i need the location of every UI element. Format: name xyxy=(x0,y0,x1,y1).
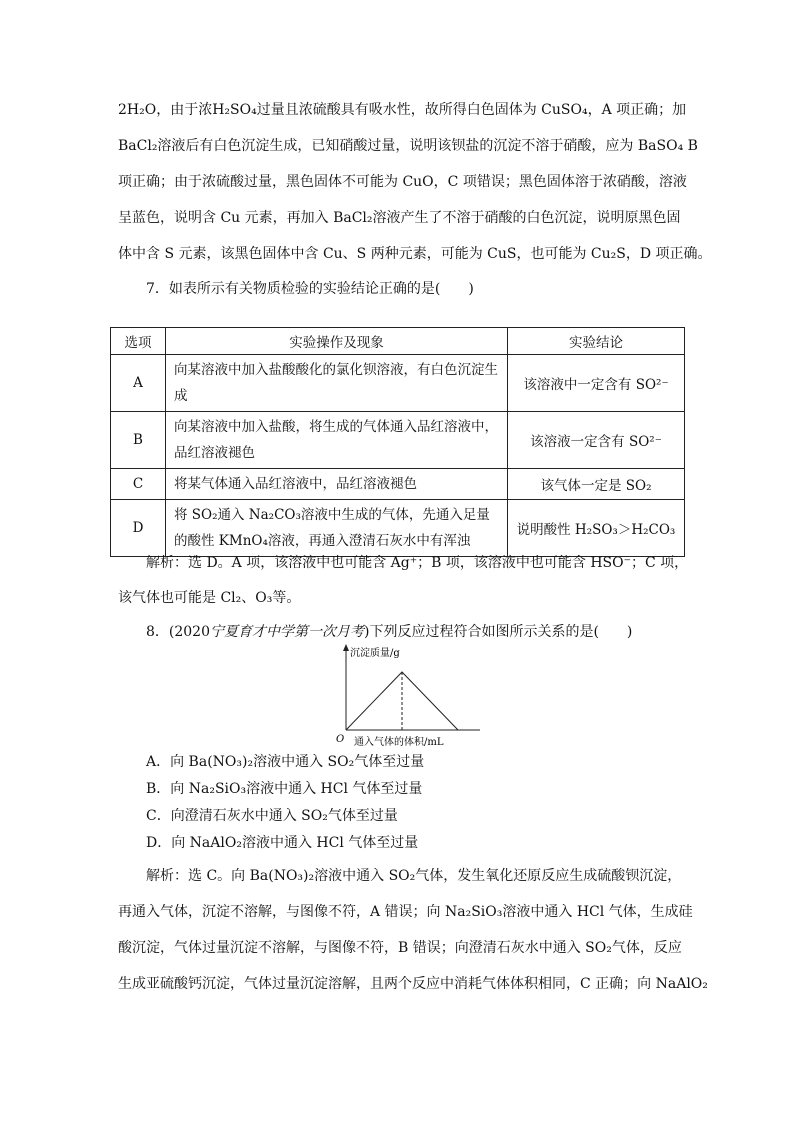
table-cell-option: D xyxy=(111,500,166,557)
series-line xyxy=(346,672,458,730)
table-cell-operation: 将 SO₂通入 Na₂CO₃溶液中生成的气体，先通入足量的酸性 KMnO₄溶液，再通入澄清石灰水中有浑浊 xyxy=(166,500,508,557)
table-cell-option: C xyxy=(111,469,166,500)
table-cell-conclusion: 该溶液中一定含有 SO²⁻ xyxy=(508,355,685,412)
table-cell-option: B xyxy=(111,412,166,469)
paragraph-line: 项正确；由于浓硫酸过量，黑色固体不可能为 CuO，C 项错误；黑色固体溶于浓硝酸，溶液 xyxy=(118,174,687,190)
table-cell-conclusion: 说明酸性 H₂SO₃＞H₂CO₃ xyxy=(508,500,685,557)
table-row xyxy=(111,500,685,557)
paragraph-line: 呈蓝色，说明含 Cu 元素，再加入 BaCl₂溶液产生了不溶于硝酸的白色沉淀，说明原黑色固 xyxy=(118,210,681,226)
option-d: D．向 NaAlO₂溶液中通入 HCl 气体至过量 xyxy=(146,835,419,851)
question-8-analysis-line: 生成亚硫酸钙沉淀，气体过量沉淀溶解，且两个反应中消耗气体体积相同，C 正确；向 NaAlO₂ xyxy=(118,976,708,992)
paragraph-line: 体中含 S 元素，该黑色固体中含 Cu、S 两种元素，可能为 CuS，也可能为 Cu₂S，D 项正确。 xyxy=(118,246,712,262)
table-cell-operation: 向某溶液中加入盐酸，将生成的气体通入品红溶液中，品红溶液褪色 xyxy=(166,412,508,469)
option-c: C．向澄清石灰水中通入 SO₂气体至过量 xyxy=(146,808,398,824)
question-7-table xyxy=(110,327,685,557)
question-7-stem: 7．如表所示有关物质检验的实验结论正确的是( ) xyxy=(146,281,474,297)
stem-suffix: )下列反应过程符合如图所示关系的是( ) xyxy=(364,624,633,640)
table-header: 实验操作及现象 xyxy=(166,328,508,355)
table-row xyxy=(111,469,685,500)
question-8-analysis-line: 酸沉淀，气体过量沉淀不溶解，与图像不符，B 错误；向澄清石灰水中通入 SO₂气体，反应 xyxy=(118,940,682,956)
table-header: 选项 xyxy=(111,328,166,355)
table-cell-conclusion: 该气体一定是 SO₂ xyxy=(508,469,685,500)
question-8-graph xyxy=(330,642,490,750)
option-a: A．向 Ba(NO₃)₂溶液中通入 SO₂气体至过量 xyxy=(146,754,425,770)
table-header-row xyxy=(111,328,685,355)
question-8-analysis-line: 解析：选 C。向 Ba(NO₃)₂溶液中通入 SO₂气体，发生氧化还原反应生成硫酸钡沉淀， xyxy=(146,868,682,884)
y-axis-label: 沉淀质量/g xyxy=(350,648,400,659)
question-8-stem xyxy=(146,622,632,642)
table-cell-operation: 向某溶液中加入盐酸酸化的氯化钡溶液，有白色沉淀生成 xyxy=(166,355,508,412)
question-7-analysis-line: 该气体也可能是 Cl₂、O₃等。 xyxy=(118,590,301,606)
stem-source: 宁夏育才中学第一次月考 xyxy=(210,624,364,640)
table-cell-operation: 将某气体通入品红溶液中，品红溶液褪色 xyxy=(166,469,508,500)
stem-prefix: 8．(2020 xyxy=(146,624,210,640)
question-8-analysis-line: 再通入气体，沉淀不溶解，与图像不符，A 错误；向 Na₂SiO₃溶液中通入 HCl 气体，生成硅 xyxy=(118,904,693,920)
table-cell-conclusion: 该溶液一定含有 SO²⁻ xyxy=(508,412,685,469)
table-header: 实验结论 xyxy=(508,328,685,355)
x-axis-label: 通入气体的体积/mL xyxy=(354,737,444,748)
table-row xyxy=(111,412,685,469)
y-axis-arrow xyxy=(343,644,349,651)
paragraph-line: BaCl₂溶液后有白色沉淀生成，已知硝酸过量，说明该钡盐的沉淀不溶于硝酸，应为 BaSO₄ B xyxy=(118,138,698,154)
option-b: B．向 Na₂SiO₃溶液中通入 HCl 气体至过量 xyxy=(146,781,423,797)
origin-label: O xyxy=(336,734,345,745)
question-7-analysis-line: 解析：选 D。A 项，该溶液中也可能含 Ag⁺；B 项，该溶液中也可能含 HSO⁻；C 项， xyxy=(146,555,689,571)
table-row xyxy=(111,355,685,412)
table-cell-option: A xyxy=(111,355,166,412)
paragraph-line: 2H₂O，由于浓H₂SO₄过量且浓硫酸具有吸水性，故所得白色固体为 CuSO₄，A 项正确；加 xyxy=(118,102,687,118)
